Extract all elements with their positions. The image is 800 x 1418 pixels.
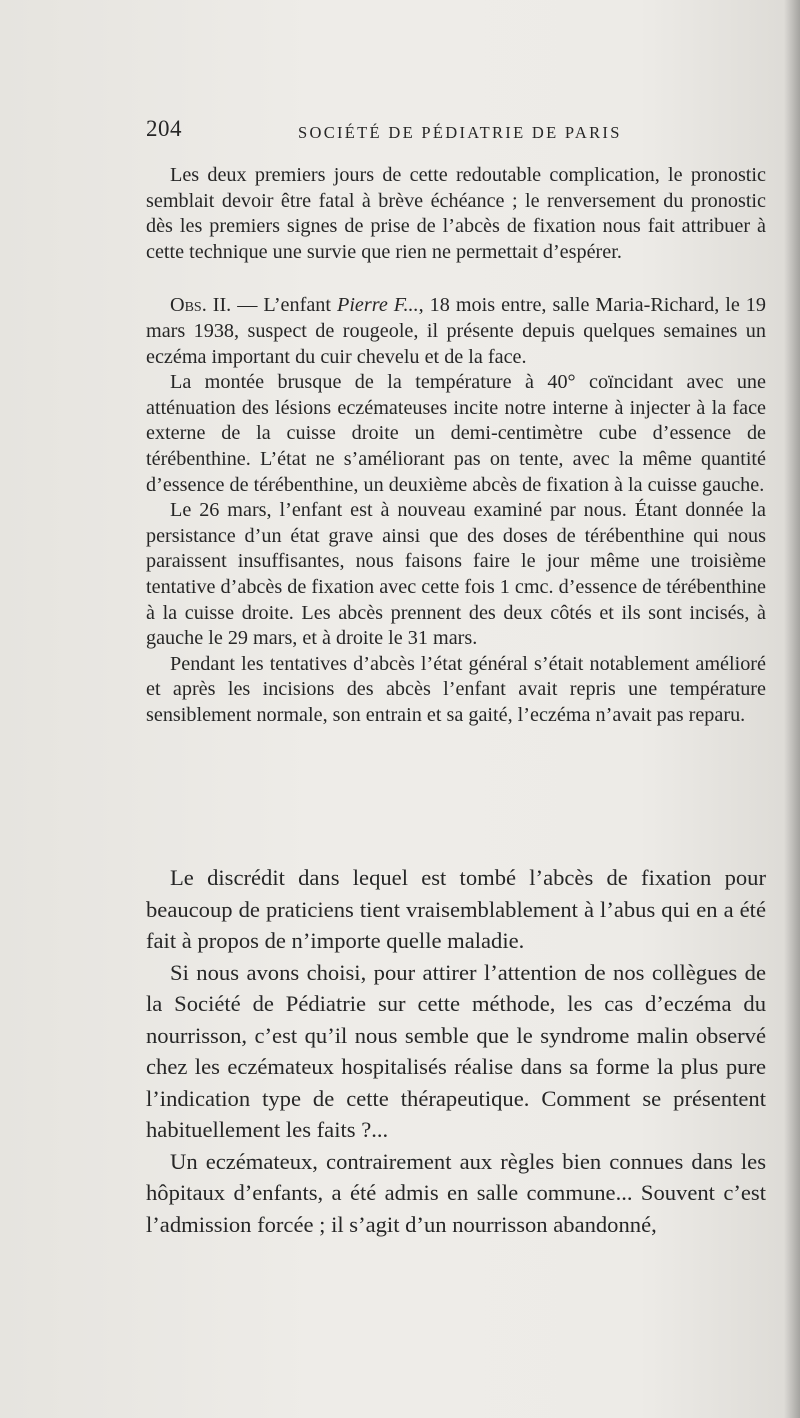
running-title: SOCIÉTÉ DE PÉDIATRIE DE PARIS bbox=[298, 123, 622, 142]
paragraph-complication: Les deux premiers jours de cette redoutable complication, le pronostic semblait devoir être fatal à brève échéance ; le renversement du pronostic dès les premiers signes de prise de l’abcès de fixation nous fait attribuer à cette technique une survie que rien ne permettait d’espérer. bbox=[146, 164, 766, 263]
page-header bbox=[146, 116, 646, 148]
paragraph-temperature: La montée brusque de la température à 40° coïncidant avec une atténuation des lésions eczémateuses incite notre interne à injecter à la face externe de la cuisse droite un demi-centimètre cube d’essence de térébenthine. L’état ne s’améliorant pas on tente, avec la même quantité d’essence de térébenthine, un deuxième abcès de fixation à la cuisse gauche. bbox=[146, 371, 766, 496]
paragraph-methode: Si nous avons choisi, pour attirer l’attention de nos collègues de la Société de Pédiatrie sur cette méthode, les cas d’eczéma du nourrisson, c’est qu’il nous semble que le syndrome malin observé chez les eczémateux hospitalisés réalise dans sa forme la plus pure l’indication type de cette thérapeutique. Comment se présentent habituellement les faits ?... bbox=[146, 959, 766, 1142]
page-number: 204 bbox=[146, 116, 182, 141]
paragraph-amelioration: Pendant les tentatives d’abcès l’état général s’était notablement amélioré et après les incisions des abcès l’enfant avait repris une température sensiblement normale, son entrain et sa gaité, l’eczéma n’avait pas reparu. bbox=[146, 652, 766, 726]
large-text-block bbox=[146, 862, 766, 1240]
paragraph-observation-2 bbox=[146, 293, 766, 370]
page-edge-shadow bbox=[784, 0, 800, 1418]
paragraph-eczemateux: Un eczémateux, contrairement aux règles bien connues dans les hôpitaux d’enfants, a été admis en salle commune... Souvent c’est l’admission forcée ; il s’agit d’un nourrisson abandonné, bbox=[146, 1148, 766, 1237]
small-text-block bbox=[146, 163, 766, 728]
observation-text: , 18 mois entre, salle Maria-Richard, le 19 mars 1938, suspect de rougeole, il présente depuis quelques semaines un eczéma important du cuir chevelu et de la face. bbox=[146, 294, 766, 368]
patient-name: Pierre F... bbox=[336, 294, 419, 317]
observation-label: Obs. II. bbox=[170, 294, 232, 317]
observation-dash: — L’enfant bbox=[231, 294, 337, 317]
paragraph-26-mars: Le 26 mars, l’enfant est à nouveau examiné par nous. Étant donnée la persistance d’un état grave ainsi que des doses de térébenthine qui nous paraissent insuffisantes, nous faisons faire le jour même une troisième tentative d’abcès de fixation avec cette fois 1 cmc. d’essence de térébenthine à la cuisse droite. Les abcès prennent des deux côtés et ils sont incisés, à gauche le 29 mars, et à droite le 31 mars. bbox=[146, 499, 766, 650]
paragraph-discredit: Le discrédit dans lequel est tombé l’abcès de fixation pour beaucoup de praticiens tient vraisemblablement à l’abus qui en a été fait à propos de n’importe quelle maladie. bbox=[146, 865, 766, 953]
